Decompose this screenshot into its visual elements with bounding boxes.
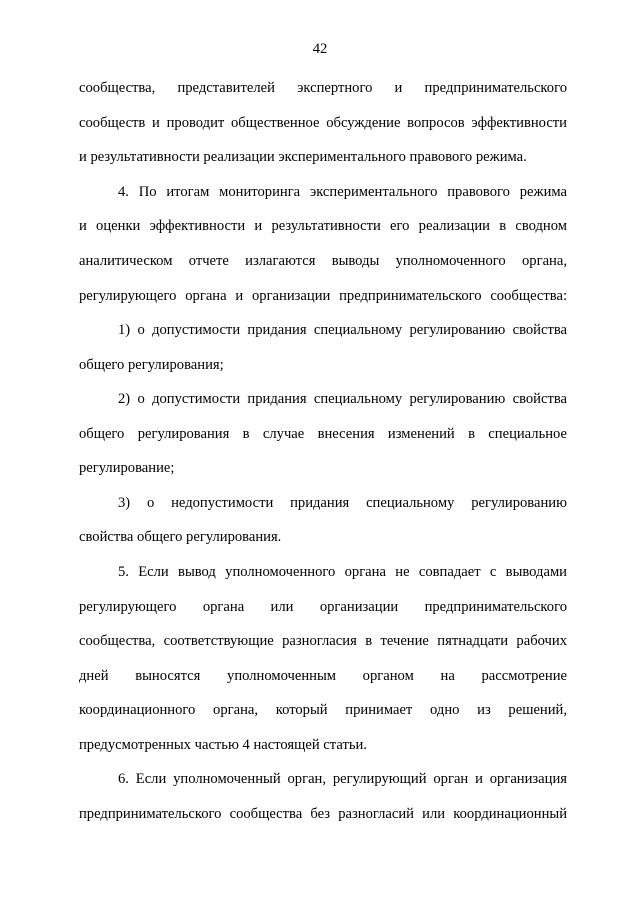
page-number: 42 <box>312 41 328 57</box>
text-line: 2) о допустимости придания специальному регулированию свойства <box>118 391 567 407</box>
text-line: регулирующего органа или организации предпринимательского <box>79 599 567 615</box>
text-line: свойства общего регулирования. <box>79 529 282 545</box>
text-line: 3) о недопустимости придания специальному регулированию <box>118 495 567 511</box>
text-line: сообщества, представителей экспертного и предпринимательского <box>79 80 567 96</box>
text-line: 6. Если уполномоченный орган, регулирующий орган и организация <box>118 771 567 787</box>
text-line: и результативности реализации экспериментального правового режима. <box>79 149 527 165</box>
text-line: координационного органа, который принимает одно из решений, <box>79 702 567 718</box>
text-line: 5. Если вывод уполномоченного органа не совпадает с выводами <box>118 564 567 580</box>
text-line: и оценки эффективности и результативности его реализации в сводном <box>79 218 567 234</box>
text-line: дней выносятся уполномоченным органом на рассмотрение <box>79 668 567 684</box>
text-line: сообщества, соответствующие разногласия в течение пятнадцати рабочих <box>79 633 567 649</box>
text-line: сообществ и проводит общественное обсуждение вопросов эффективности <box>79 115 567 131</box>
text-line: 4. По итогам мониторинга экспериментального правового режима <box>118 184 567 200</box>
text-line: предусмотренных частью 4 настоящей статьи. <box>79 737 367 753</box>
text-line: предпринимательского сообщества без разногласий или координационный <box>79 806 567 822</box>
text-line: общего регулирования в случае внесения изменений в специальное <box>79 426 567 442</box>
text-line: регулирующего органа и организации предпринимательского сообщества: <box>79 288 567 304</box>
text-line: общего регулирования; <box>79 357 224 373</box>
text-line: аналитическом отчете излагаются выводы уполномоченного органа, <box>79 253 567 269</box>
text-line: 1) о допустимости придания специальному регулированию свойства <box>118 322 567 338</box>
text-line: регулирование; <box>79 460 175 476</box>
